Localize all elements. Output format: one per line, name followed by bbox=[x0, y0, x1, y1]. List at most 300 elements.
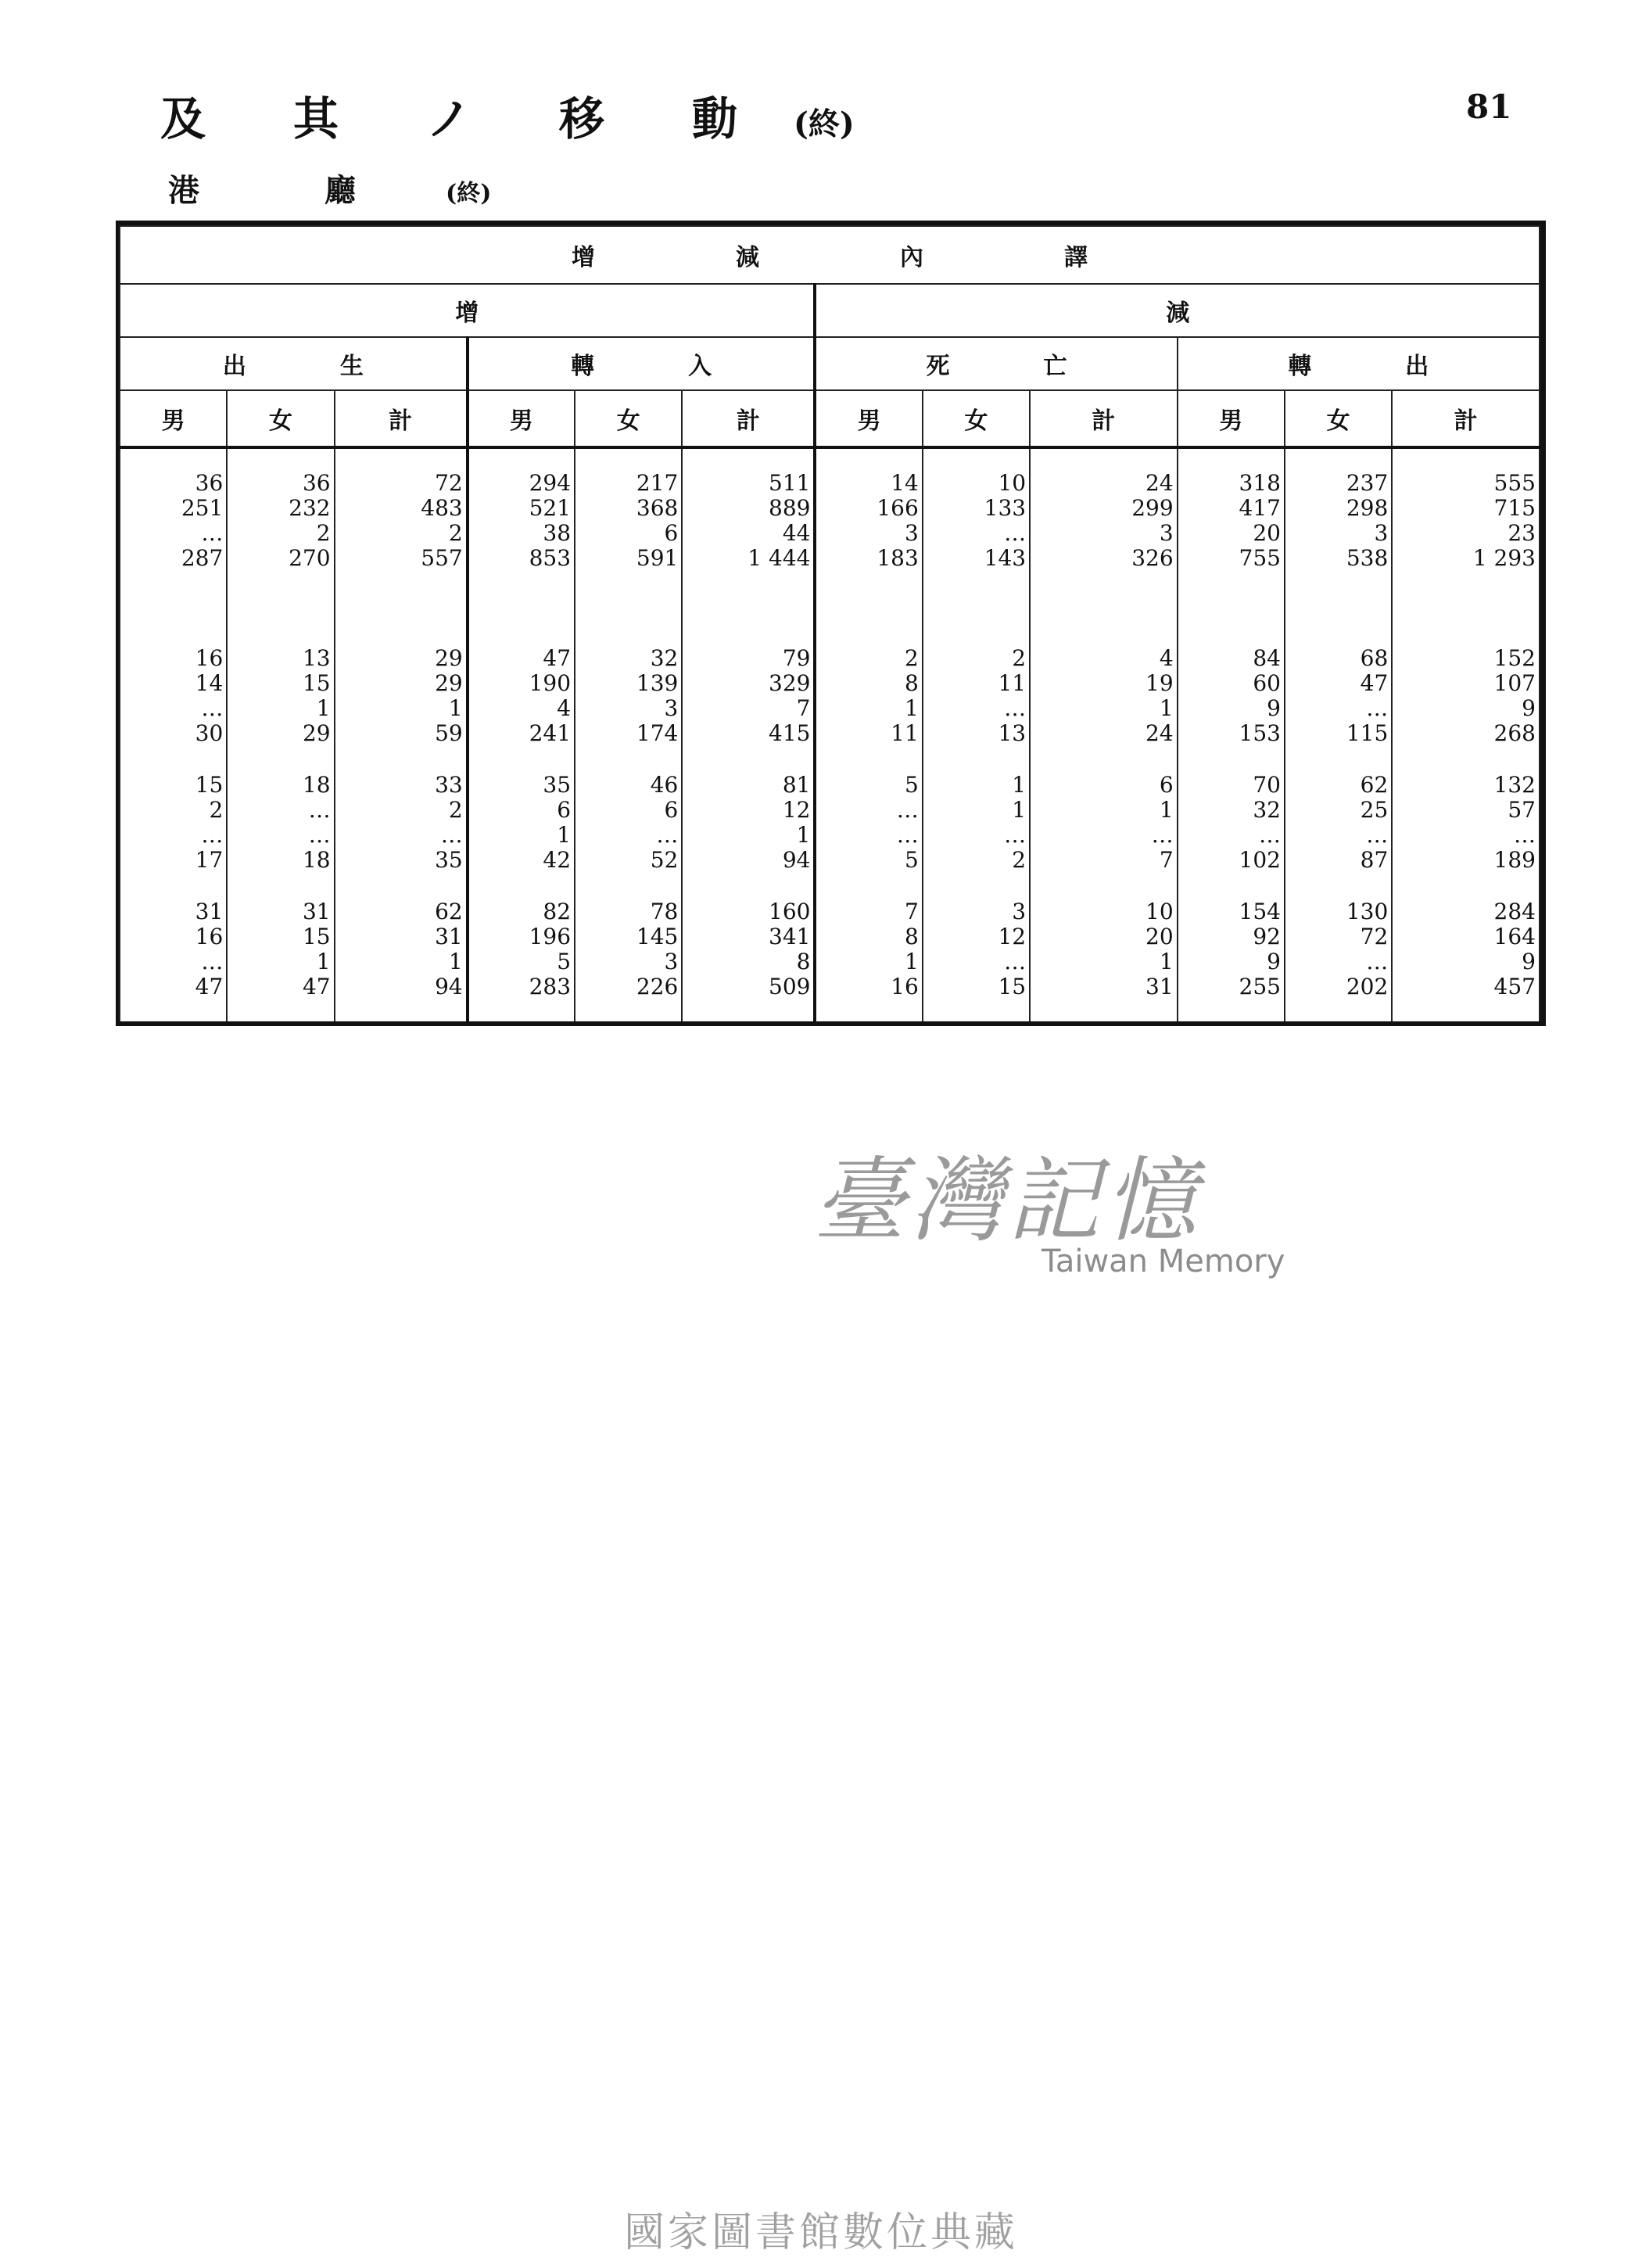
header-female: 女 bbox=[923, 390, 1030, 447]
table-cell: 4 bbox=[1030, 646, 1178, 671]
table-cell: 31 bbox=[335, 924, 468, 949]
spacer-cell bbox=[335, 999, 468, 1021]
header-decrease: 減 bbox=[815, 284, 1540, 337]
table-cell: 1 bbox=[1030, 949, 1178, 974]
table-cell: … bbox=[1178, 823, 1285, 848]
header-female: 女 bbox=[227, 390, 334, 447]
header-female: 女 bbox=[1285, 390, 1392, 447]
table-cell: 521 bbox=[468, 496, 575, 521]
table-cell: 509 bbox=[682, 974, 815, 999]
table-cell: 15 bbox=[227, 671, 334, 696]
table-cell: 591 bbox=[575, 546, 682, 571]
table-cell: … bbox=[923, 823, 1030, 848]
table-cell: 24 bbox=[1030, 721, 1178, 746]
group-spacer bbox=[120, 571, 1540, 646]
spacer-cell bbox=[1030, 746, 1178, 773]
watermark-chinese: 臺灣記憶 bbox=[813, 1147, 1202, 1254]
header-total: 計 bbox=[682, 390, 815, 447]
header-birth: 出生 bbox=[120, 337, 468, 390]
table-cell: 47 bbox=[227, 974, 334, 999]
table-cell: 8 bbox=[815, 924, 922, 949]
table-cell: 62 bbox=[1285, 773, 1392, 798]
spacer-cell bbox=[227, 571, 334, 646]
table-cell: 20 bbox=[1030, 924, 1178, 949]
table-cell: 82 bbox=[468, 899, 575, 924]
table-cell: 268 bbox=[1392, 721, 1540, 746]
table-cell: 3 bbox=[1285, 521, 1392, 546]
spacer-cell bbox=[1030, 571, 1178, 646]
table-row bbox=[120, 974, 1540, 999]
header-total: 計 bbox=[335, 390, 468, 447]
spacer-cell bbox=[575, 999, 682, 1021]
spacer-cell bbox=[815, 873, 922, 899]
table-cell: 1 bbox=[1030, 798, 1178, 823]
table-cell: 46 bbox=[575, 773, 682, 798]
table-body bbox=[120, 447, 1540, 1021]
table-end-spacer bbox=[120, 999, 1540, 1021]
spacer-cell bbox=[1392, 873, 1540, 899]
table-row bbox=[120, 521, 1540, 546]
table-cell: 14 bbox=[815, 471, 922, 496]
table-cell: 11 bbox=[815, 721, 922, 746]
table-cell: 341 bbox=[682, 924, 815, 949]
header-male: 男 bbox=[1178, 390, 1285, 447]
table-cell: 31 bbox=[1030, 974, 1178, 999]
table-cell: 143 bbox=[923, 546, 1030, 571]
table-cell: 294 bbox=[468, 471, 575, 496]
table-cell: 853 bbox=[468, 546, 575, 571]
table-cell: 94 bbox=[335, 974, 468, 999]
table-cell: 217 bbox=[575, 471, 682, 496]
table-cell: 755 bbox=[1178, 546, 1285, 571]
table-cell: 1 bbox=[682, 823, 815, 848]
table-cell: … bbox=[923, 949, 1030, 974]
spacer-cell bbox=[1178, 571, 1285, 646]
table-cell: 1 bbox=[335, 949, 468, 974]
table-cell: 87 bbox=[1285, 848, 1392, 873]
table-cell: 7 bbox=[815, 899, 922, 924]
table-cell: 153 bbox=[1178, 721, 1285, 746]
table-cell: 132 bbox=[1392, 773, 1540, 798]
spacer-cell bbox=[1392, 999, 1540, 1021]
table-cell: 47 bbox=[1285, 671, 1392, 696]
spacer-cell bbox=[1178, 873, 1285, 899]
spacer-cell bbox=[335, 746, 468, 773]
table-cell: 130 bbox=[1285, 899, 1392, 924]
watermark-english: Taiwan Memory bbox=[1041, 1243, 1285, 1279]
table-cell: 52 bbox=[575, 848, 682, 873]
table-cell: 457 bbox=[1392, 974, 1540, 999]
table-cell: … bbox=[815, 798, 922, 823]
table-cell: 511 bbox=[682, 471, 815, 496]
spacer-cell bbox=[923, 571, 1030, 646]
table-cell: 164 bbox=[1392, 924, 1540, 949]
spacer-cell bbox=[682, 746, 815, 773]
spacer-cell bbox=[227, 746, 334, 773]
spacer-cell bbox=[335, 571, 468, 646]
table-cell: 7 bbox=[1030, 848, 1178, 873]
table-cell: 133 bbox=[923, 496, 1030, 521]
table-cell: 1 bbox=[923, 798, 1030, 823]
table-cell: 10 bbox=[1030, 899, 1178, 924]
table-cell: 1 444 bbox=[682, 546, 815, 571]
spacer-cell bbox=[815, 746, 922, 773]
table-cell: 555 bbox=[1392, 471, 1540, 496]
page-subtitle bbox=[168, 166, 491, 210]
spacer-cell bbox=[120, 571, 227, 646]
spacer-cell bbox=[1030, 447, 1178, 471]
page-title bbox=[160, 82, 942, 148]
table-cell: … bbox=[1392, 823, 1540, 848]
table-row bbox=[120, 671, 1540, 696]
table-cell: 538 bbox=[1285, 546, 1392, 571]
spacer-cell bbox=[227, 447, 334, 471]
table-row bbox=[120, 798, 1540, 823]
table-cell: 237 bbox=[1285, 471, 1392, 496]
table-cell: 329 bbox=[682, 671, 815, 696]
table-cell: 5 bbox=[815, 848, 922, 873]
table-cell: 715 bbox=[1392, 496, 1540, 521]
table-cell: 3 bbox=[575, 696, 682, 721]
spacer-cell bbox=[575, 447, 682, 471]
spacer-cell bbox=[120, 873, 227, 899]
table-row bbox=[120, 696, 1540, 721]
spacer-cell bbox=[923, 746, 1030, 773]
table-cell: … bbox=[923, 696, 1030, 721]
table-cell: 79 bbox=[682, 646, 815, 671]
table-cell: … bbox=[1285, 823, 1392, 848]
table-cell: 174 bbox=[575, 721, 682, 746]
subtitle-char: 港 bbox=[168, 172, 199, 209]
table-cell: 47 bbox=[120, 974, 227, 999]
table-cell: 6 bbox=[468, 798, 575, 823]
table-cell: 284 bbox=[1392, 899, 1540, 924]
table-cell: 2 bbox=[815, 646, 922, 671]
header-total: 計 bbox=[1030, 390, 1178, 447]
table-cell: 2 bbox=[227, 521, 334, 546]
table-cell: 270 bbox=[227, 546, 334, 571]
spacer-cell bbox=[575, 746, 682, 773]
table-cell: 13 bbox=[923, 721, 1030, 746]
table-row bbox=[120, 899, 1540, 924]
table-cell: 62 bbox=[335, 899, 468, 924]
table-cell: 11 bbox=[923, 671, 1030, 696]
table-row bbox=[120, 546, 1540, 571]
spacer-cell bbox=[682, 999, 815, 1021]
title-char: 移 bbox=[559, 92, 605, 145]
table-cell: 139 bbox=[575, 671, 682, 696]
table-cell: 29 bbox=[227, 721, 334, 746]
spacer-cell bbox=[335, 447, 468, 471]
table-cell: 3 bbox=[1030, 521, 1178, 546]
table-cell: 68 bbox=[1285, 646, 1392, 671]
table-row bbox=[120, 773, 1540, 798]
header-male: 男 bbox=[815, 390, 922, 447]
table-cell: 15 bbox=[120, 773, 227, 798]
table-cell: … bbox=[120, 823, 227, 848]
table-cell: 78 bbox=[575, 899, 682, 924]
title-tail: (終) bbox=[794, 106, 855, 142]
table-cell: 9 bbox=[1392, 949, 1540, 974]
table-cell: 415 bbox=[682, 721, 815, 746]
spacer-cell bbox=[815, 447, 922, 471]
table-cell: 368 bbox=[575, 496, 682, 521]
table-row bbox=[120, 496, 1540, 521]
spacer-cell bbox=[1392, 571, 1540, 646]
table-cell: 14 bbox=[120, 671, 227, 696]
spacer-cell bbox=[468, 746, 575, 773]
table-cell: 72 bbox=[1285, 924, 1392, 949]
table-cell: 47 bbox=[468, 646, 575, 671]
table-cell: 2 bbox=[120, 798, 227, 823]
table-cell: 15 bbox=[923, 974, 1030, 999]
table-cell: 3 bbox=[815, 521, 922, 546]
table-cell: 152 bbox=[1392, 646, 1540, 671]
table-cell: … bbox=[227, 798, 334, 823]
subtitle-tail: (終) bbox=[446, 180, 492, 207]
table-cell: 16 bbox=[815, 974, 922, 999]
header-male: 男 bbox=[120, 390, 227, 447]
table-cell: … bbox=[1030, 823, 1178, 848]
header-total: 計 bbox=[1392, 390, 1540, 447]
table-cell: 33 bbox=[335, 773, 468, 798]
table-cell: 16 bbox=[120, 924, 227, 949]
table-cell: 2 bbox=[335, 798, 468, 823]
table-cell: 3 bbox=[923, 899, 1030, 924]
footer-collection-name: 國家圖書館數位典藏 bbox=[623, 2209, 1018, 2256]
spacer-cell bbox=[682, 571, 815, 646]
table-cell: 5 bbox=[468, 949, 575, 974]
table-cell: … bbox=[575, 823, 682, 848]
table-cell: 1 bbox=[227, 696, 334, 721]
table-cell: 36 bbox=[227, 471, 334, 496]
spacer-cell bbox=[1285, 746, 1392, 773]
table-cell: 1 bbox=[923, 773, 1030, 798]
table-cell: 9 bbox=[1178, 949, 1285, 974]
header-transfer-out: 轉出 bbox=[1178, 337, 1540, 390]
table-cell: 60 bbox=[1178, 671, 1285, 696]
spacer-cell bbox=[468, 447, 575, 471]
table-cell: 24 bbox=[1030, 471, 1178, 496]
table-cell: 8 bbox=[682, 949, 815, 974]
spacer-cell bbox=[815, 999, 922, 1021]
header-breakdown: 增減內譯 bbox=[120, 226, 1540, 284]
table-cell: 32 bbox=[575, 646, 682, 671]
spacer-cell bbox=[575, 873, 682, 899]
table-cell: 81 bbox=[682, 773, 815, 798]
table-cell: 145 bbox=[575, 924, 682, 949]
table-cell: 4 bbox=[468, 696, 575, 721]
table-cell: 29 bbox=[335, 671, 468, 696]
table-cell: 57 bbox=[1392, 798, 1540, 823]
spacer-cell bbox=[120, 447, 227, 471]
spacer-cell bbox=[923, 999, 1030, 1021]
table-cell: 326 bbox=[1030, 546, 1178, 571]
spacer-cell bbox=[1178, 999, 1285, 1021]
table-cell: 202 bbox=[1285, 974, 1392, 999]
table-cell: 160 bbox=[682, 899, 815, 924]
table-cell: 31 bbox=[227, 899, 334, 924]
table-cell: … bbox=[1285, 949, 1392, 974]
spacer-cell bbox=[1030, 999, 1178, 1021]
spacer-cell bbox=[120, 999, 227, 1021]
table-row bbox=[120, 924, 1540, 949]
table-cell: 8 bbox=[815, 671, 922, 696]
table-cell: 23 bbox=[1392, 521, 1540, 546]
spacer-cell bbox=[227, 999, 334, 1021]
table-cell: 154 bbox=[1178, 899, 1285, 924]
table-cell: 226 bbox=[575, 974, 682, 999]
table-cell: 20 bbox=[1178, 521, 1285, 546]
table-cell: 1 bbox=[335, 696, 468, 721]
table-cell: 107 bbox=[1392, 671, 1540, 696]
group-spacer bbox=[120, 746, 1540, 773]
table-cell: 18 bbox=[227, 848, 334, 873]
table-cell: 12 bbox=[682, 798, 815, 823]
table-cell: 1 293 bbox=[1392, 546, 1540, 571]
table-cell: 251 bbox=[120, 496, 227, 521]
page-number: 81 bbox=[1466, 88, 1512, 126]
table-cell: 255 bbox=[1178, 974, 1285, 999]
table-row bbox=[120, 848, 1540, 873]
table-cell: 13 bbox=[227, 646, 334, 671]
table-cell: 1 bbox=[1030, 696, 1178, 721]
table-cell: 10 bbox=[923, 471, 1030, 496]
table-cell: … bbox=[120, 521, 227, 546]
table-cell: 92 bbox=[1178, 924, 1285, 949]
table-cell: … bbox=[120, 949, 227, 974]
title-char: 其 bbox=[293, 92, 339, 145]
table-cell: 196 bbox=[468, 924, 575, 949]
table-cell: 59 bbox=[335, 721, 468, 746]
table-cell: … bbox=[335, 823, 468, 848]
table-cell: 889 bbox=[682, 496, 815, 521]
table-cell: 283 bbox=[468, 974, 575, 999]
spacer-cell bbox=[1285, 999, 1392, 1021]
table-cell: 1 bbox=[227, 949, 334, 974]
table-cell: 25 bbox=[1285, 798, 1392, 823]
table-cell: 44 bbox=[682, 521, 815, 546]
table-row bbox=[120, 471, 1540, 496]
spacer-cell bbox=[468, 571, 575, 646]
table-cell: 241 bbox=[468, 721, 575, 746]
table-cell: 32 bbox=[1178, 798, 1285, 823]
population-change-table bbox=[119, 225, 1540, 1021]
table-cell: 5 bbox=[815, 773, 922, 798]
table-cell: 115 bbox=[1285, 721, 1392, 746]
spacer-cell bbox=[335, 873, 468, 899]
spacer-cell bbox=[1285, 447, 1392, 471]
table-cell: 9 bbox=[1178, 696, 1285, 721]
table-cell: 557 bbox=[335, 546, 468, 571]
spacer-cell bbox=[1285, 873, 1392, 899]
table-cell: 36 bbox=[120, 471, 227, 496]
title-char: 動 bbox=[692, 92, 738, 145]
table-cell: 84 bbox=[1178, 646, 1285, 671]
table-cell: … bbox=[923, 521, 1030, 546]
table-cell: 70 bbox=[1178, 773, 1285, 798]
table-cell: 72 bbox=[335, 471, 468, 496]
spacer-cell bbox=[1178, 447, 1285, 471]
table-cell: 7 bbox=[682, 696, 815, 721]
spacer-cell bbox=[468, 999, 575, 1021]
table-row bbox=[120, 721, 1540, 746]
table-cell: 38 bbox=[468, 521, 575, 546]
table-cell: 6 bbox=[575, 521, 682, 546]
table-cell: 183 bbox=[815, 546, 922, 571]
table-cell: 9 bbox=[1392, 696, 1540, 721]
title-char: 及 bbox=[160, 92, 206, 145]
table-cell: 35 bbox=[335, 848, 468, 873]
spacer-cell bbox=[1030, 873, 1178, 899]
group-spacer bbox=[120, 873, 1540, 899]
table-cell: 42 bbox=[468, 848, 575, 873]
table-cell: 189 bbox=[1392, 848, 1540, 873]
table-cell: 299 bbox=[1030, 496, 1178, 521]
table-cell: 1 bbox=[815, 696, 922, 721]
table-cell: 190 bbox=[468, 671, 575, 696]
table-cell: … bbox=[1285, 696, 1392, 721]
header-death: 死亡 bbox=[815, 337, 1177, 390]
statistics-table-frame bbox=[116, 221, 1546, 1026]
table-cell: 2 bbox=[923, 646, 1030, 671]
table-cell: 1 bbox=[815, 949, 922, 974]
table-cell: 166 bbox=[815, 496, 922, 521]
table-cell: 6 bbox=[1030, 773, 1178, 798]
table-cell: 18 bbox=[227, 773, 334, 798]
table-cell: 483 bbox=[335, 496, 468, 521]
table-cell: 1 bbox=[468, 823, 575, 848]
subtitle-char: 廳 bbox=[324, 172, 356, 209]
table-cell: 2 bbox=[335, 521, 468, 546]
table-cell: 15 bbox=[227, 924, 334, 949]
spacer-cell bbox=[468, 873, 575, 899]
table-cell: 17 bbox=[120, 848, 227, 873]
header-increase: 增 bbox=[120, 284, 815, 337]
spacer-cell bbox=[923, 447, 1030, 471]
spacer-cell bbox=[815, 571, 922, 646]
table-cell: 19 bbox=[1030, 671, 1178, 696]
table-cell: 3 bbox=[575, 949, 682, 974]
spacer-cell bbox=[923, 873, 1030, 899]
group-spacer bbox=[120, 447, 1540, 471]
table-cell: 298 bbox=[1285, 496, 1392, 521]
table-cell: 417 bbox=[1178, 496, 1285, 521]
table-cell: 94 bbox=[682, 848, 815, 873]
table-cell: 232 bbox=[227, 496, 334, 521]
table-cell: 2 bbox=[923, 848, 1030, 873]
table-cell: 287 bbox=[120, 546, 227, 571]
table-cell: … bbox=[815, 823, 922, 848]
header-transfer-in: 轉入 bbox=[468, 337, 816, 390]
table-row bbox=[120, 823, 1540, 848]
table-cell: 35 bbox=[468, 773, 575, 798]
spacer-cell bbox=[1178, 746, 1285, 773]
table-cell: 30 bbox=[120, 721, 227, 746]
spacer-cell bbox=[1392, 447, 1540, 471]
table-cell: … bbox=[120, 696, 227, 721]
spacer-cell bbox=[120, 746, 227, 773]
spacer-cell bbox=[1392, 746, 1540, 773]
table-cell: 102 bbox=[1178, 848, 1285, 873]
table-cell: 318 bbox=[1178, 471, 1285, 496]
table-row bbox=[120, 949, 1540, 974]
table-cell: 29 bbox=[335, 646, 468, 671]
table-cell: 31 bbox=[120, 899, 227, 924]
watermark bbox=[813, 1126, 1298, 1314]
spacer-cell bbox=[227, 873, 334, 899]
title-char: ノ bbox=[426, 92, 472, 145]
